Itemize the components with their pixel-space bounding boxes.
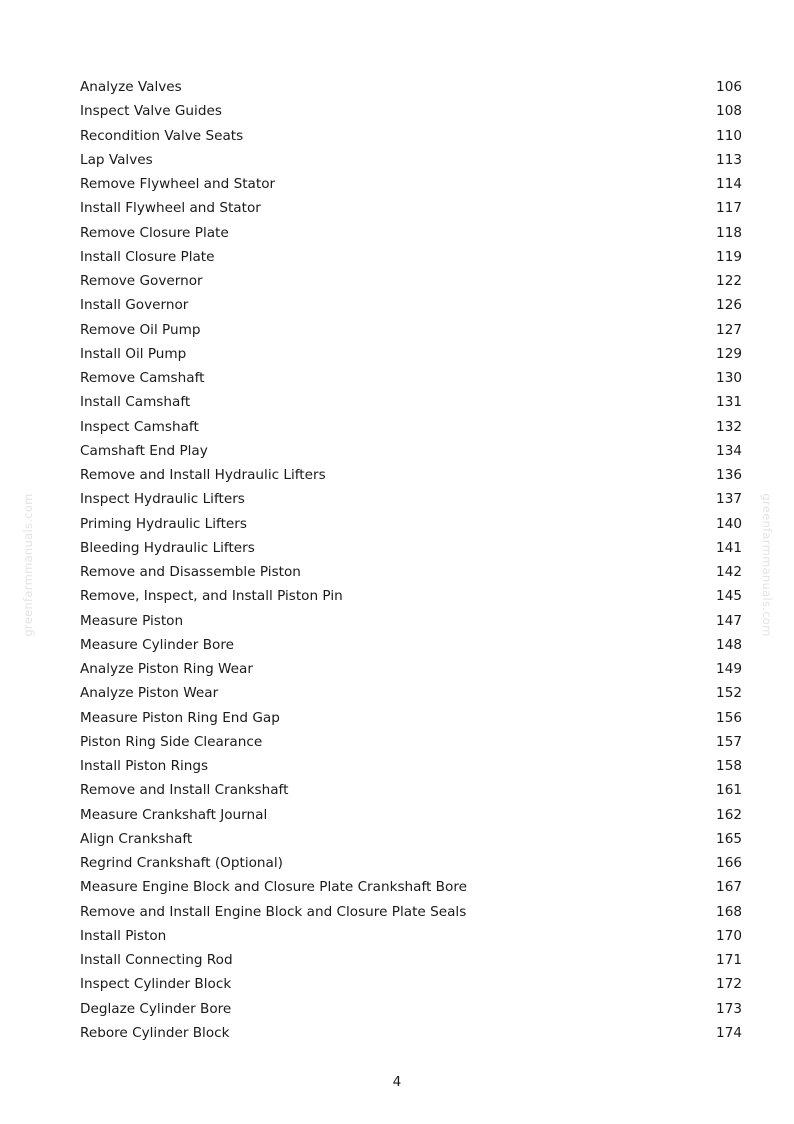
toc-entry-title: Inspect Camshaft (80, 418, 199, 435)
toc-entry-title: Bleeding Hydraulic Lifters (80, 539, 255, 556)
toc-entry-page-number: 113 (716, 151, 742, 168)
toc-entry[interactable] (80, 512, 742, 536)
toc-entry[interactable] (80, 924, 742, 948)
toc-entry-title: Install Oil Pump (80, 345, 187, 362)
page-number: 4 (392, 1074, 402, 1090)
toc-entry-title: Inspect Valve Guides (80, 103, 222, 120)
toc-entry[interactable] (80, 1021, 742, 1045)
toc-entry-page-number: 167 (716, 879, 742, 896)
toc-entry[interactable] (80, 560, 742, 584)
toc-entry[interactable] (80, 972, 742, 996)
toc-entry[interactable] (80, 754, 742, 778)
toc-entry-page-number: 166 (716, 855, 742, 872)
toc-entry-title: Remove and Disassemble Piston (80, 564, 301, 581)
toc-entry[interactable] (80, 948, 742, 972)
toc-entry-title: Remove Closure Plate (80, 224, 229, 241)
toc-entry-title: Align Crankshaft (80, 830, 193, 847)
toc-entry-title: Remove and Install Crankshaft (80, 782, 289, 799)
toc-entry-title: Install Connecting Rod (80, 952, 233, 969)
toc-entry[interactable] (80, 390, 742, 414)
toc-entry-page-number: 174 (716, 1024, 742, 1041)
toc-entry[interactable] (80, 900, 742, 924)
toc-entry[interactable] (80, 366, 742, 390)
toc-entry[interactable] (80, 463, 742, 487)
toc-entry-page-number: 165 (716, 830, 742, 847)
toc-entry[interactable] (80, 681, 742, 705)
toc-entry[interactable] (80, 706, 742, 730)
toc-entry-page-number: 149 (716, 661, 742, 678)
toc-entry-title: Analyze Piston Wear (80, 685, 219, 702)
toc-entry-title: Regrind Crankshaft (Optional) (80, 855, 283, 872)
toc-entry[interactable] (80, 997, 742, 1021)
toc-entry-page-number: 114 (716, 176, 742, 193)
toc-entry[interactable] (80, 536, 742, 560)
toc-entry-page-number: 168 (716, 903, 742, 920)
watermark-right: greenfarmmanuals.com (760, 493, 774, 637)
toc-entry-title: Remove and Install Hydraulic Lifters (80, 467, 326, 484)
toc-entry[interactable] (80, 293, 742, 317)
toc-entry-title: Measure Piston Ring End Gap (80, 709, 280, 726)
toc-entry-title: Remove and Install Engine Block and Closure Plate Seals (80, 903, 467, 920)
toc-entry-title: Measure Engine Block and Closure Plate Crankshaft Bore (80, 879, 467, 896)
toc-entry-page-number: 132 (716, 418, 742, 435)
toc-entry-page-number: 142 (716, 564, 742, 581)
toc-entry[interactable] (80, 657, 742, 681)
toc-entry[interactable] (80, 75, 742, 99)
toc-entry-page-number: 140 (716, 515, 742, 532)
toc-entry-page-number: 136 (716, 467, 742, 484)
toc-entry[interactable] (80, 778, 742, 802)
toc-entry[interactable] (80, 439, 742, 463)
toc-entry-page-number: 161 (716, 782, 742, 799)
toc-entry-title: Measure Cylinder Bore (80, 636, 234, 653)
toc-entry-page-number: 171 (716, 952, 742, 969)
toc-entry-page-number: 110 (716, 127, 742, 144)
toc-entry[interactable] (80, 415, 742, 439)
toc-entry[interactable] (80, 245, 742, 269)
toc-entry-page-number: 141 (716, 539, 742, 556)
toc-entry-title: Camshaft End Play (80, 442, 208, 459)
toc-entry[interactable] (80, 99, 742, 123)
toc-entry[interactable] (80, 196, 742, 220)
toc-entry-page-number: 130 (716, 370, 742, 387)
toc-entry-page-number: 134 (716, 442, 742, 459)
toc-entry-title: Measure Crankshaft Journal (80, 806, 268, 823)
toc-entry-page-number: 162 (716, 806, 742, 823)
toc-entry[interactable] (80, 803, 742, 827)
toc-entry-page-number: 126 (716, 297, 742, 314)
toc-entry-title: Inspect Hydraulic Lifters (80, 491, 245, 508)
toc-entry-title: Install Governor (80, 297, 189, 314)
toc-entry-page-number: 173 (716, 1000, 742, 1017)
toc-entry[interactable] (80, 851, 742, 875)
toc-entry-page-number: 152 (716, 685, 742, 702)
toc-entry-title: Remove, Inspect, and Install Piston Pin (80, 588, 343, 605)
toc-entry-page-number: 158 (716, 758, 742, 775)
toc-entry[interactable] (80, 148, 742, 172)
toc-entry-title: Rebore Cylinder Block (80, 1024, 230, 1041)
toc-entry-title: Measure Piston (80, 612, 184, 629)
toc-entry-page-number: 170 (716, 927, 742, 944)
toc-entry-title: Priming Hydraulic Lifters (80, 515, 247, 532)
toc-entry[interactable] (80, 172, 742, 196)
toc-entry-page-number: 117 (716, 200, 742, 217)
watermark-left: greenfarmmanuals.com (21, 493, 35, 637)
toc-entry-title: Install Flywheel and Stator (80, 200, 261, 217)
toc-entry-title: Install Camshaft (80, 394, 191, 411)
toc-entry-title: Remove Camshaft (80, 370, 205, 387)
toc-entry-title: Analyze Valves (80, 79, 182, 96)
toc-entry-page-number: 131 (716, 394, 742, 411)
toc-entry-title: Recondition Valve Seats (80, 127, 244, 144)
toc-entry-title: Install Piston Rings (80, 758, 209, 775)
table-of-contents (80, 75, 742, 1045)
toc-entry[interactable] (80, 730, 742, 754)
toc-entry-page-number: 156 (716, 709, 742, 726)
toc-entry-page-number: 137 (716, 491, 742, 508)
toc-entry[interactable] (80, 124, 742, 148)
toc-entry-title: Inspect Cylinder Block (80, 976, 232, 993)
toc-entry-page-number: 148 (716, 636, 742, 653)
toc-entry[interactable] (80, 633, 742, 657)
toc-entry-title: Remove Oil Pump (80, 321, 201, 338)
toc-entry-title: Install Closure Plate (80, 248, 215, 265)
toc-entry-page-number: 119 (716, 248, 742, 265)
toc-entry[interactable] (80, 342, 742, 366)
toc-entry-title: Remove Flywheel and Stator (80, 176, 276, 193)
toc-entry-page-number: 157 (716, 733, 742, 750)
toc-entry[interactable] (80, 221, 742, 245)
toc-entry-page-number: 118 (716, 224, 742, 241)
toc-entry[interactable] (80, 269, 742, 293)
toc-entry[interactable] (80, 584, 742, 608)
toc-entry-page-number: 106 (716, 79, 742, 96)
toc-entry-title: Install Piston (80, 927, 167, 944)
toc-entry-page-number: 127 (716, 321, 742, 338)
toc-entry[interactable] (80, 487, 742, 511)
toc-entry[interactable] (80, 875, 742, 899)
toc-entry[interactable] (80, 318, 742, 342)
toc-entry-page-number: 145 (716, 588, 742, 605)
toc-entry[interactable] (80, 609, 742, 633)
toc-entry-title: Analyze Piston Ring Wear (80, 661, 253, 678)
toc-entry-title: Remove Governor (80, 273, 203, 290)
toc-entry[interactable] (80, 827, 742, 851)
toc-entry-title: Deglaze Cylinder Bore (80, 1000, 232, 1017)
toc-entry-title: Lap Valves (80, 151, 153, 168)
toc-entry-page-number: 122 (716, 273, 742, 290)
toc-entry-title: Piston Ring Side Clearance (80, 733, 263, 750)
toc-entry-page-number: 172 (716, 976, 742, 993)
toc-entry-page-number: 108 (716, 103, 742, 120)
toc-entry-page-number: 147 (716, 612, 742, 629)
toc-entry-page-number: 129 (716, 345, 742, 362)
